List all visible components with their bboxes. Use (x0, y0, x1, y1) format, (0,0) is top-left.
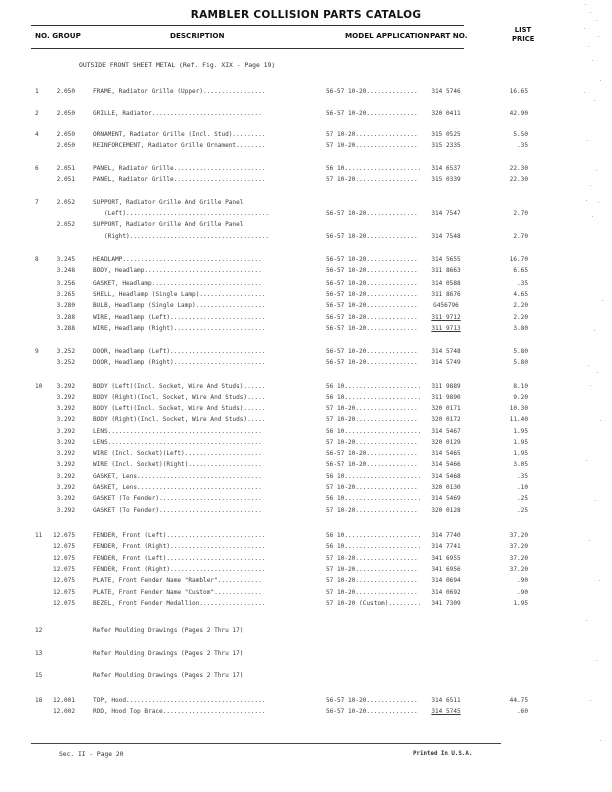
list-price: .35 (516, 473, 528, 480)
part-description: GRILLE, Radiator.............................. (93, 110, 262, 117)
group-number: 3.292 (56, 383, 75, 390)
model-application: 56-57 10-20.............. (326, 359, 418, 366)
item-number: 2 (35, 110, 39, 117)
table-row (0, 495, 612, 504)
speck (600, 740, 601, 741)
item-number: 12 (35, 627, 43, 634)
speck (594, 330, 595, 331)
list-price: .35 (516, 280, 528, 287)
table-row (0, 439, 612, 448)
speck (596, 170, 597, 171)
part-description: WIRE (Incl. Socket)(Right).................... (93, 461, 262, 468)
group-number: 3.288 (56, 314, 75, 321)
table-row (0, 428, 612, 437)
part-description: Refer Moulding Drawings (Pages 2 Thru 17) (93, 672, 244, 679)
table-row (0, 221, 612, 230)
group-number: 2.050 (56, 88, 75, 95)
item-number: 9 (35, 348, 39, 355)
table-row (0, 577, 612, 586)
speck (590, 185, 591, 186)
speck (592, 60, 593, 61)
list-price-line1: LIST (514, 26, 532, 34)
group-number: 3.288 (56, 325, 75, 332)
part-description: GASKET, Lens.................................. (93, 473, 262, 480)
table-row (0, 325, 612, 334)
table-row (0, 405, 612, 414)
list-price: 6.65 (513, 267, 528, 274)
model-application: 56-57 10-20.............. (326, 88, 418, 95)
table-row (0, 256, 612, 265)
part-number: 320 0129 (431, 439, 461, 446)
group-number: 3.292 (56, 461, 75, 468)
group-number: 3.292 (56, 450, 75, 457)
list-price: 16.65 (509, 88, 528, 95)
part-description: PANEL, Radiator Grille......................... (93, 176, 266, 183)
list-price: 2.70 (513, 210, 528, 217)
table-row (0, 165, 612, 174)
part-description: GASKET, Lens.................................. (93, 484, 262, 491)
table-row (0, 267, 612, 276)
part-number: 314 7548 (431, 233, 461, 240)
group-number: 2.050 (56, 110, 75, 117)
item-number: 6 (35, 165, 39, 172)
list-price: 2.20 (513, 302, 528, 309)
list-price: 8.10 (513, 383, 528, 390)
part-description: FENDER, Front (Left)........................... (93, 555, 266, 562)
part-description: LENS.......................................... (93, 428, 262, 435)
list-price: .10 (516, 484, 528, 491)
model-application: 57 10-20................. (326, 439, 418, 446)
part-number: 341 7309 (431, 600, 461, 607)
part-description: FENDER, Front (Right).......................... (93, 566, 266, 573)
list-price: 37.20 (509, 566, 528, 573)
part-number: 314 5655 (431, 256, 461, 263)
column-header-model-application: MODEL APPLICATION (345, 31, 430, 40)
table-row (0, 280, 612, 289)
part-description: TOP, Hood...................................... (93, 697, 266, 704)
list-price: .90 (516, 589, 528, 596)
table-row (0, 416, 612, 425)
list-price: 1.95 (513, 439, 528, 446)
list-price: 3.80 (513, 325, 528, 332)
column-header-list-price (512, 26, 534, 44)
item-number: 4 (35, 131, 39, 138)
model-application: 57 10-20................. (326, 555, 418, 562)
part-description: Refer Moulding Drawings (Pages 2 Thru 17) (93, 627, 244, 634)
speck (597, 372, 598, 373)
part-description: REINFORCEMENT, Radiator Grille Ornament........ (93, 142, 266, 149)
group-number: 2.052 (56, 199, 75, 206)
group-number: 12.075 (52, 589, 75, 596)
column-header-part-no: PART NO. (430, 31, 468, 40)
group-number: 3.248 (56, 267, 75, 274)
model-application: 56 10..................... (326, 165, 422, 172)
group-number: 3.292 (56, 428, 75, 435)
speck (589, 540, 590, 541)
speck (590, 385, 591, 386)
part-description: BODY (Left)(Incl. Socket, Wire And Studs)...... (93, 405, 266, 412)
group-number: 3.292 (56, 416, 75, 423)
table-row (0, 484, 612, 493)
group-number: 12.001 (52, 697, 75, 704)
part-description: FENDER, Front (Left)........................... (93, 532, 266, 539)
part-number: 314 5746 (431, 88, 461, 95)
table-row (0, 210, 612, 219)
group-number: 3.265 (56, 291, 75, 298)
part-number: 311 9889 (431, 383, 461, 390)
list-price: 11.40 (509, 416, 528, 423)
item-number: 13 (35, 650, 43, 657)
table-row (0, 394, 612, 403)
list-price: 5.50 (513, 131, 528, 138)
model-application: 57 10-20................. (326, 484, 418, 491)
part-number: 314 6537 (431, 165, 461, 172)
footer-page-ref: Sec. II - Page 20 (59, 751, 124, 758)
part-number: 314 7741 (431, 543, 461, 550)
group-number: 12.075 (52, 543, 75, 550)
list-price: 16.70 (509, 256, 528, 263)
speck (586, 460, 587, 461)
table-row (0, 110, 612, 119)
speck (586, 200, 587, 201)
part-description: BEZEL, Front Fender Medallion.................. (93, 600, 266, 607)
speck (588, 46, 589, 47)
part-description: SUPPORT, Radiator Grille And Grille Panel (93, 199, 244, 206)
item-number: 7 (35, 199, 39, 206)
list-price: 22.30 (509, 176, 528, 183)
part-number: 314 5749 (431, 359, 461, 366)
group-number: 3.292 (56, 495, 75, 502)
table-row (0, 473, 612, 482)
part-number: 341 6955 (431, 555, 461, 562)
part-description: GASKET, Headlamp.............................. (93, 280, 262, 287)
table-row (0, 566, 612, 575)
part-description: BODY (Right)(Incl. Socket, Wire And Studs)..... (93, 394, 266, 401)
model-application: 57 10-20................. (326, 142, 418, 149)
table-row (0, 314, 612, 323)
part-description: PLATE, Front Fender Name "Custom"............. (93, 589, 262, 596)
part-number: 311 9890 (431, 394, 461, 401)
model-application: 56-57 10-20.............. (326, 267, 418, 274)
group-number: 2.051 (56, 176, 75, 183)
list-price: 3.05 (513, 461, 528, 468)
part-description: ORNAMENT, Radiator Grille (Incl. Stud)......... (93, 131, 266, 138)
part-number: 320 0130 (431, 484, 461, 491)
group-number: 12.075 (52, 566, 75, 573)
model-application: 56 10..................... (326, 532, 422, 539)
speck (590, 12, 591, 13)
part-description: FENDER, Front (Right).......................... (93, 543, 266, 550)
table-row (0, 627, 612, 636)
model-application: 56-57 10-20.............. (326, 348, 418, 355)
group-number: 12.002 (52, 708, 75, 715)
part-description: BODY (Left)(Incl. Socket, Wire And Studs)...... (93, 383, 266, 390)
speck (598, 36, 599, 37)
part-number: 314 0588 (431, 280, 461, 287)
part-description: LENS.......................................... (93, 439, 262, 446)
list-price: .90 (516, 577, 528, 584)
speck (596, 660, 597, 661)
table-row (0, 450, 612, 459)
speck (599, 580, 600, 581)
header-bottom-rule (31, 48, 464, 49)
item-number: 8 (35, 256, 39, 263)
table-row (0, 233, 612, 242)
part-description: WIRE, Headlamp (Left).......................... (93, 314, 266, 321)
part-number: 314 7740 (431, 532, 461, 539)
item-number: 11 (35, 532, 43, 539)
model-application: 56-57 10-20.............. (326, 280, 418, 287)
model-application: 56-57 10-20.............. (326, 708, 418, 715)
group-number: 2.050 (56, 142, 75, 149)
table-row (0, 507, 612, 516)
part-number: 314 7547 (431, 210, 461, 217)
column-header-description: DESCRIPTION (170, 31, 225, 40)
group-number: 12.075 (52, 600, 75, 607)
part-number: 314 5745 (431, 708, 461, 715)
part-number: 341 6956 (431, 566, 461, 573)
part-description: HEADLAMP...................................... (93, 256, 262, 263)
table-row (0, 543, 612, 552)
model-application: 57 10-20................. (326, 131, 418, 138)
model-application: 56-57 10-20.............. (326, 314, 418, 321)
speck (594, 100, 595, 101)
model-application: 56 10..................... (326, 383, 422, 390)
part-description: WIRE, Headlamp (Right)......................... (93, 325, 266, 332)
model-application: 57 10-20................. (326, 507, 418, 514)
model-application: 56 10..................... (326, 473, 422, 480)
list-price-line2: PRICE (512, 35, 535, 43)
part-number: 314 0694 (431, 577, 461, 584)
part-number: 320 0411 (431, 110, 461, 117)
table-row (0, 359, 612, 368)
group-number: 2.051 (56, 165, 75, 172)
model-application: 56-57 10-20.............. (326, 233, 418, 240)
model-application: 57 10-20................. (326, 405, 418, 412)
part-number: 311 8663 (431, 267, 461, 274)
model-application: 56-57 10-20.............. (326, 461, 418, 468)
table-row (0, 131, 612, 140)
list-price: .60 (516, 708, 528, 715)
model-application: 56-57 10-20.............. (326, 291, 418, 298)
footer-printed: Printed In U.S.A. (413, 751, 473, 757)
table-row (0, 532, 612, 541)
speck (590, 700, 591, 701)
speck (584, 92, 585, 93)
speck (595, 500, 596, 501)
part-number: G456796 (433, 302, 459, 309)
list-price: 42.90 (509, 110, 528, 117)
model-application: 56-57 10-20.............. (326, 256, 418, 263)
list-price: 37.20 (509, 532, 528, 539)
table-row (0, 650, 612, 659)
list-price: 10.30 (509, 405, 528, 412)
model-application: 56-57 10-20.............. (326, 697, 418, 704)
part-number: 314 5468 (431, 473, 461, 480)
column-header-no-group: NO. GROUP (35, 31, 81, 40)
group-number: 12.075 (52, 532, 75, 539)
table-row (0, 302, 612, 311)
group-number: 3.280 (56, 302, 75, 309)
model-application: 57 10-20................. (326, 416, 418, 423)
part-number: 320 0128 (431, 507, 461, 514)
item-number: 18 (35, 697, 43, 704)
group-number: 2.052 (56, 221, 75, 228)
part-number: 314 6511 (431, 697, 461, 704)
group-number: 3.292 (56, 473, 75, 480)
speck (600, 420, 601, 421)
part-description: Refer Moulding Drawings (Pages 2 Thru 17) (93, 650, 244, 657)
part-description: PANEL, Radiator Grille......................... (93, 165, 266, 172)
list-price: 5.80 (513, 359, 528, 366)
speck (592, 216, 593, 217)
part-description: GASKET (To Fender)............................ (93, 495, 262, 502)
model-application: 56-57 10-20.............. (326, 325, 418, 332)
part-description: WIRE (Incl. Socket)(Left)..................... (93, 450, 262, 457)
group-number: 3.292 (56, 439, 75, 446)
table-row (0, 142, 612, 151)
part-description: BODY (Right)(Incl. Socket, Wire And Studs)..... (93, 416, 266, 423)
model-application: 56-57 10-20.............. (326, 110, 418, 117)
footer-rule (31, 743, 501, 744)
part-number: 315 2335 (431, 142, 461, 149)
part-number: 314 5748 (431, 348, 461, 355)
part-number: 314 5466 (431, 461, 461, 468)
group-number: 3.292 (56, 405, 75, 412)
model-application: 57 10-20 (Custom)......... (326, 600, 422, 607)
part-number: 315 0525 (431, 131, 461, 138)
part-number: 314 5467 (431, 428, 461, 435)
model-application: 57 10-20................. (326, 589, 418, 596)
model-application: 57 10-20................. (326, 577, 418, 584)
part-description: (Right)...................................... (93, 233, 270, 240)
group-number: 12.075 (52, 555, 75, 562)
group-number: 3.292 (56, 507, 75, 514)
table-row (0, 88, 612, 97)
part-number: 314 5465 (431, 450, 461, 457)
part-number: 320 0171 (431, 405, 461, 412)
item-number: 10 (35, 383, 43, 390)
list-price: .35 (516, 142, 528, 149)
list-price: .25 (516, 507, 528, 514)
speck (598, 202, 599, 203)
speck (588, 365, 589, 366)
list-price: .25 (516, 495, 528, 502)
part-description: GASKET (To Fender)............................ (93, 507, 262, 514)
part-number: 311 9713 (431, 325, 461, 332)
list-price: 44.75 (509, 697, 528, 704)
group-number: 12.075 (52, 577, 75, 584)
speck (600, 80, 601, 81)
model-application: 56 10..................... (326, 428, 422, 435)
model-application: 56 10..................... (326, 543, 422, 550)
header-top-rule (31, 25, 464, 26)
list-price: 37.20 (509, 555, 528, 562)
table-row (0, 176, 612, 185)
speck (586, 620, 587, 621)
part-description: FRAME, Radiator Grille (Upper)................. (93, 88, 266, 95)
list-price: 22.30 (509, 165, 528, 172)
group-number: 3.256 (56, 280, 75, 287)
speck (584, 28, 585, 29)
table-row (0, 383, 612, 392)
group-number: 2.050 (56, 131, 75, 138)
table-row (0, 348, 612, 357)
model-application: 56-57 10-20.............. (326, 210, 418, 217)
part-description: BODY, Headlamp................................ (93, 267, 262, 274)
list-price: 1.95 (513, 428, 528, 435)
list-price: 37.20 (509, 543, 528, 550)
part-description: (Left)....................................... (93, 210, 270, 217)
table-row (0, 291, 612, 300)
part-description: SUPPORT, Radiator Grille And Grille Panel (93, 221, 244, 228)
item-number: 15 (35, 672, 43, 679)
part-number: 315 0339 (431, 176, 461, 183)
model-application: 56 10..................... (326, 495, 422, 502)
section-title: OUTSIDE FRONT SHEET METAL (Ref. Fig. XIX - Page 19) (79, 61, 276, 69)
part-description: DOOR, Headlamp (Right)......................... (93, 359, 266, 366)
item-number: 1 (35, 88, 39, 95)
table-row (0, 672, 612, 681)
speck (596, 20, 597, 21)
part-description: DOOR, Headlamp (Left).......................... (93, 348, 266, 355)
part-number: 311 8676 (431, 291, 461, 298)
list-price: 9.20 (513, 394, 528, 401)
model-application: 57 10-20................. (326, 176, 418, 183)
model-application: 56-57 10-20.............. (326, 302, 418, 309)
list-price: 1.95 (513, 450, 528, 457)
group-number: 3.292 (56, 484, 75, 491)
speck (587, 140, 588, 141)
part-description: PLATE, Front Fender Name "Rambler"............ (93, 577, 262, 584)
list-price: 5.80 (513, 348, 528, 355)
list-price: 1.95 (513, 600, 528, 607)
part-number: 314 0692 (431, 589, 461, 596)
table-row (0, 708, 612, 717)
group-number: 3.252 (56, 348, 75, 355)
table-row (0, 461, 612, 470)
table-row (0, 555, 612, 564)
part-description: SHELL, Headlamp (Single Lamp).................. (93, 291, 266, 298)
table-row (0, 697, 612, 706)
group-number: 3.245 (56, 256, 75, 263)
list-price: 4.65 (513, 291, 528, 298)
group-number: 3.292 (56, 394, 75, 401)
table-row (0, 600, 612, 609)
list-price: 2.70 (513, 233, 528, 240)
page-title: RAMBLER COLLISION PARTS CATALOG (190, 9, 422, 21)
part-number: 311 9712 (431, 314, 461, 321)
table-row (0, 199, 612, 208)
part-description: BULB, Headlamp (Single Lamp)................... (93, 302, 266, 309)
speck (602, 300, 603, 301)
model-application: 56-57 10-20.............. (326, 450, 418, 457)
part-number: 314 5469 (431, 495, 461, 502)
part-description: ROD, Hood Top Brace............................ (93, 708, 266, 715)
model-application: 56 10..................... (326, 394, 422, 401)
list-price: 2.20 (513, 314, 528, 321)
speck (585, 4, 586, 5)
model-application: 57 10-20................. (326, 566, 418, 573)
group-number: 3.252 (56, 359, 75, 366)
part-number: 320 0172 (431, 416, 461, 423)
table-row (0, 589, 612, 598)
